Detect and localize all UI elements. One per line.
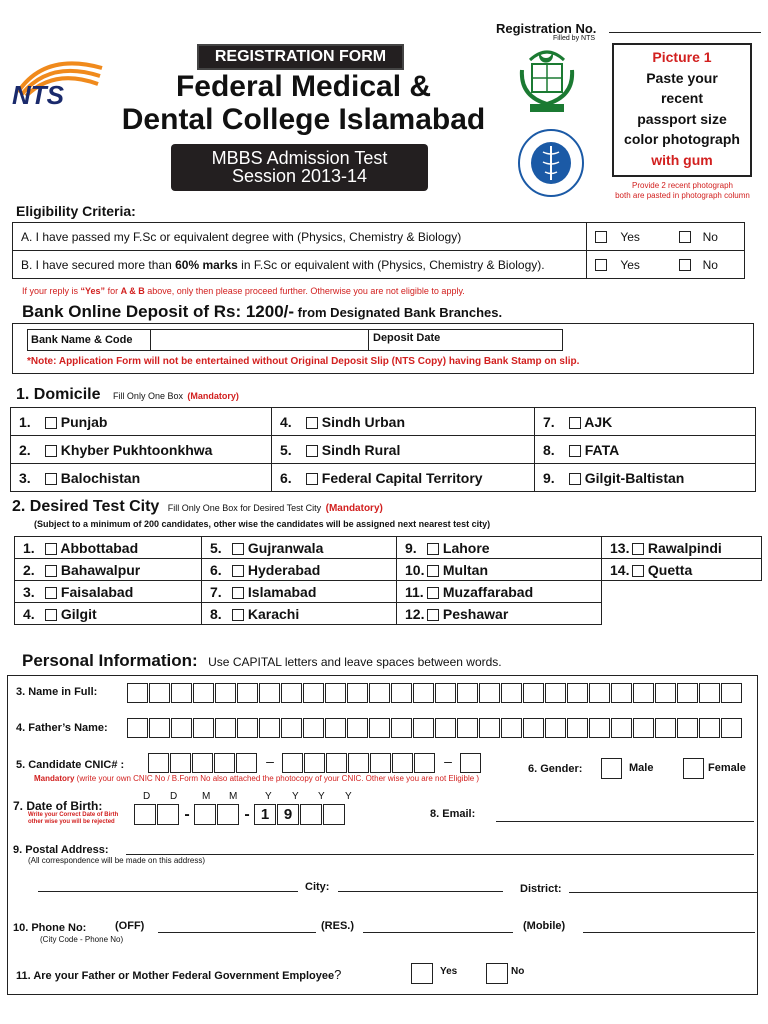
domicile-checkbox[interactable] [306, 445, 318, 457]
domicile-option[interactable] [272, 464, 535, 492]
option-label: Abbottabad [60, 539, 139, 556]
photo-instruction: Paste your [646, 69, 718, 86]
cnic-note-text: (write your own CNIC No / B.Form No also attached the photocopy of your CNIC. Other wise you are not Eligible ) [74, 774, 480, 783]
eligibility-table [12, 222, 745, 279]
option-label: Peshawar [442, 605, 509, 622]
city-option[interactable] [15, 581, 202, 603]
option-label: Hyderabad [247, 561, 321, 578]
city-checkbox[interactable] [232, 543, 244, 555]
eligibility-row-b-marks: 60% marks [175, 257, 238, 272]
city-table [14, 536, 602, 625]
option-label: Multan [442, 561, 488, 578]
govt-question-mark: ? [334, 967, 342, 982]
gender-female-checkbox[interactable] [683, 758, 704, 779]
deposit-date-field[interactable] [368, 329, 563, 351]
dob-letter: D [143, 791, 151, 802]
dash: – [444, 753, 452, 769]
option-number: 1. [23, 539, 35, 556]
govt-question-text: 11. Are your Father or Mother Federal Government Employee [16, 970, 335, 982]
city-checkbox[interactable] [232, 565, 244, 577]
nts-logo [10, 52, 105, 112]
test-banner-line1: MBBS Admission Test [211, 148, 388, 168]
note-text: above, only then please proceed further. Otherwise you are not eligible to apply. [144, 286, 465, 296]
option-label: Lahore [442, 539, 490, 556]
cnic-label: 5. Candidate CNIC# : [16, 759, 125, 771]
domicile-checkbox[interactable] [569, 417, 581, 429]
dob-letter: Y [292, 791, 299, 802]
option-number: 10. [405, 561, 425, 578]
option-label: Gilgit [60, 605, 97, 622]
domicile-option[interactable] [535, 464, 756, 492]
dob-note-line: other wise you will be rejected [28, 819, 115, 825]
city-option[interactable] [15, 603, 202, 625]
domicile-option[interactable] [535, 408, 756, 436]
dob-letter: M [229, 791, 238, 802]
college-seal-icon [517, 128, 585, 198]
phone-mobile-label: (Mobile) [523, 920, 566, 932]
bank-name-label: Bank Name & Code [31, 334, 133, 346]
domicile-checkbox[interactable] [306, 417, 318, 429]
city-checkbox[interactable] [427, 609, 439, 621]
city-option[interactable] [602, 559, 762, 581]
phone-note: (City Code - Phone No) [40, 935, 124, 944]
dob-letter: M [202, 791, 211, 802]
option-label: Sindh Rural [321, 441, 401, 458]
eligibility-note [22, 286, 465, 296]
city-checkbox[interactable] [45, 587, 57, 599]
eligibility-b-yes-checkbox[interactable] [595, 259, 607, 271]
option-number: 8. [543, 441, 555, 458]
photo-title: Picture 1 [652, 49, 712, 65]
address-line-1[interactable] [126, 842, 754, 855]
personal-title: Personal Information: [22, 651, 198, 670]
phone-res-field[interactable] [363, 919, 513, 933]
domicile-checkbox[interactable] [45, 445, 57, 457]
city-label: City: [305, 881, 330, 893]
phone-label: 10. Phone No: [13, 922, 87, 934]
eligibility-row-a-options [587, 223, 745, 251]
city-option[interactable] [397, 537, 602, 559]
eligibility-row-b-text: in F.Sc or equivalent with (Physics, Chemistry & Biology). [237, 257, 545, 272]
photo-box[interactable] [612, 43, 752, 177]
option-label: Sindh Urban [321, 413, 406, 430]
option-number: 8. [210, 605, 222, 622]
option-number: 2. [23, 561, 35, 578]
option-number: 4. [280, 413, 292, 430]
govt-question [16, 967, 341, 982]
phone-res-label: (RES.) [321, 920, 354, 932]
option-label: Balochistan [60, 469, 141, 486]
option-number: 6. [280, 469, 292, 486]
option-number: 4. [23, 605, 35, 622]
option-number: 3. [19, 469, 31, 486]
district-label: District: [520, 883, 562, 895]
cnic-input[interactable] [148, 753, 482, 773]
city-checkbox[interactable] [427, 565, 439, 577]
eligibility-row-b-text: B. I have secured more than [21, 257, 176, 272]
option-number: 13. [610, 539, 630, 556]
dob-letter: Y [265, 791, 272, 802]
eligibility-a-yes-checkbox[interactable] [595, 231, 607, 243]
dob-input[interactable] [134, 804, 346, 825]
dash: – [266, 753, 274, 769]
domicile-option[interactable] [535, 436, 756, 464]
dob-letter: D [170, 791, 178, 802]
option-label: Khyber Pukhtoonkhwa [60, 441, 213, 458]
city-checkbox[interactable] [427, 543, 439, 555]
photo-note [600, 181, 765, 201]
photo-instruction: recent [660, 90, 704, 106]
college-title-line1: Federal Medical & [175, 70, 432, 103]
photo-instruction: with gum [651, 151, 713, 168]
eligibility-row-a: A. I have passed my F.Sc or equivalent degree with (Physics, Chemistry & Biology) [13, 223, 587, 251]
govt-no-label: No [511, 966, 525, 977]
bank-title-sub: from Designated Bank Branches. [294, 305, 503, 320]
domicile-hint: Fill Only One Box [112, 391, 183, 401]
option-number: 7. [543, 413, 555, 430]
college-title [97, 70, 510, 136]
note-text: for [105, 286, 121, 296]
option-label: Gujranwala [247, 539, 324, 556]
personal-section [7, 675, 758, 995]
domicile-heading [16, 386, 239, 404]
option-label: Punjab [60, 413, 108, 430]
bank-name-field[interactable] [27, 329, 369, 351]
city-hint: Fill Only One Box for Desired Test City [167, 503, 322, 513]
dob-year-digit: 1 [254, 804, 276, 825]
domicile-checkbox[interactable] [45, 417, 57, 429]
city-checkbox[interactable] [232, 587, 244, 599]
dash: - [244, 805, 250, 823]
gender-male-checkbox[interactable] [601, 758, 622, 779]
option-label: AJK [584, 413, 613, 430]
option-label: Muzaffarabad [442, 583, 534, 600]
no-label: No [702, 229, 718, 244]
form-badge: REGISTRATION FORM [197, 44, 404, 70]
address-note: (All correspondence will be made on this address) [28, 856, 205, 865]
option-number: 7. [210, 583, 222, 600]
city-checkbox[interactable] [45, 543, 57, 555]
city-checkbox[interactable] [45, 609, 57, 621]
photo-note-line: Provide 2 recent photograph [632, 181, 733, 190]
city-checkbox[interactable] [427, 587, 439, 599]
dob-note [28, 812, 118, 826]
govt-no-checkbox[interactable] [486, 963, 508, 984]
filled-by-note: Filled by NTS [553, 35, 596, 42]
option-label: Quetta [647, 561, 693, 578]
eligibility-a-no-checkbox[interactable] [679, 231, 691, 243]
option-number: 1. [19, 413, 31, 430]
option-number: 9. [543, 469, 555, 486]
option-number: 5. [280, 441, 292, 458]
option-number: 14. [610, 561, 630, 578]
phone-off-label: (OFF) [115, 920, 145, 932]
option-label: Gilgit-Baltistan [584, 469, 685, 486]
eligibility-b-no-checkbox[interactable] [679, 259, 691, 271]
domicile-option[interactable] [272, 436, 535, 464]
note-ab: A & B [120, 286, 145, 296]
option-number: 9. [405, 539, 417, 556]
option-number: 6. [210, 561, 222, 578]
option-label: Federal Capital Territory [321, 469, 483, 486]
city-option[interactable] [15, 537, 202, 559]
city-heading [12, 498, 383, 516]
bank-title [22, 302, 502, 322]
govt-yes-label: Yes [440, 966, 458, 977]
dash: - [184, 805, 190, 823]
domicile-option[interactable] [11, 464, 272, 492]
govt-yes-checkbox[interactable] [411, 963, 433, 984]
photo-instruction: passport size [637, 110, 727, 127]
domicile-title: 1. Domicile [16, 386, 101, 403]
city-option[interactable] [397, 603, 602, 625]
city-option[interactable] [15, 559, 202, 581]
city-option[interactable] [202, 581, 397, 603]
city-option[interactable] [397, 581, 602, 603]
bank-section [12, 323, 754, 374]
city-option[interactable] [397, 559, 602, 581]
bank-title-main: Bank Online Deposit of Rs: 1200/- [22, 302, 295, 321]
address-label: 9. Postal Address: [13, 844, 109, 856]
name-input[interactable] [127, 683, 743, 703]
option-label: Islamabad [247, 583, 317, 600]
city-option[interactable] [202, 537, 397, 559]
option-number: 11. [405, 583, 424, 600]
address-line-2[interactable] [38, 879, 298, 892]
domicile-checkbox[interactable] [306, 473, 318, 485]
test-banner-line2: Session 2013-14 [231, 166, 368, 186]
gender-female-label: Female [708, 762, 746, 774]
domicile-option[interactable] [11, 436, 272, 464]
option-label: Faisalabad [60, 583, 134, 600]
domicile-checkbox[interactable] [569, 473, 581, 485]
option-label: Bahawalpur [60, 561, 141, 578]
option-number: 5. [210, 539, 222, 556]
email-label: 8. Email: [430, 808, 476, 820]
city-checkbox[interactable] [632, 543, 644, 555]
gender-male-label: Male [629, 762, 654, 774]
cnic-note [34, 774, 479, 783]
nts-logo-text: NTS [12, 80, 64, 110]
college-title-line2: Dental College Islamabad [121, 103, 486, 136]
phone-off-field[interactable] [158, 919, 316, 933]
option-number: 12. [405, 605, 425, 622]
bank-note: *Note: Application Form will not be entertained without Original Deposit Slip (NTS Copy) having Bank Stamp on slip. [27, 356, 580, 367]
option-number: 3. [23, 583, 35, 600]
note-yes: “Yes” [80, 286, 106, 296]
personal-hint: Use CAPITAL letters and leave spaces between words. [208, 655, 502, 669]
test-banner [171, 144, 428, 191]
domicile-table [10, 407, 756, 492]
dob-note-line: Write your Correct Date of Birth [28, 812, 119, 818]
option-label: FATA [584, 441, 620, 458]
cnic-mandatory: Mandatory [34, 774, 75, 783]
dob-label: 7. Date of Birth: [13, 799, 103, 813]
email-field[interactable] [496, 808, 754, 822]
dob-letter: Y [318, 791, 325, 802]
option-label: Karachi [247, 605, 300, 622]
district-field[interactable] [569, 879, 757, 893]
city-table-extra [601, 536, 762, 581]
city-mandatory: (Mandatory) [325, 503, 383, 514]
city-checkbox[interactable] [632, 565, 644, 577]
domicile-option[interactable] [11, 408, 272, 436]
state-emblem-icon [518, 46, 576, 118]
city-option[interactable] [202, 559, 397, 581]
city-option[interactable] [202, 603, 397, 625]
father-input[interactable] [127, 718, 743, 738]
yes-label: Yes [620, 229, 640, 244]
domicile-option[interactable] [272, 408, 535, 436]
option-number: 2. [19, 441, 31, 458]
domicile-checkbox[interactable] [45, 473, 57, 485]
eligibility-row-b [13, 251, 587, 279]
option-label: Rawalpindi [647, 539, 722, 556]
photo-instruction: color photograph [624, 131, 740, 147]
phone-mobile-field[interactable] [583, 919, 755, 933]
personal-heading [22, 651, 502, 671]
divider [150, 329, 151, 351]
registration-number-field[interactable] [609, 17, 761, 33]
domicile-mandatory: (Mandatory) [187, 391, 239, 401]
note-text: If your reply is [22, 286, 81, 296]
yes-label: Yes [620, 257, 640, 272]
city-subnote: (Subject to a minimum of 200 candidates, other wise the candidates will be assigned next nearest test city) [34, 519, 491, 529]
eligibility-title: Eligibility Criteria: [16, 203, 136, 219]
no-label: No [702, 257, 718, 272]
father-label: 4. Father’s Name: [16, 722, 108, 734]
dob-year-digit: 9 [277, 804, 299, 825]
city-option[interactable] [602, 537, 762, 559]
city-checkbox[interactable] [232, 609, 244, 621]
eligibility-row-b-options [587, 251, 745, 279]
city-title: 2. Desired Test City [12, 498, 160, 515]
deposit-date-label: Deposit Date [373, 332, 441, 344]
name-label: 3. Name in Full: [16, 686, 98, 698]
registration-label: Registration No. [496, 21, 597, 36]
photo-note-line: both are pasted in photograph column [615, 191, 750, 200]
gender-label: 6. Gender: [528, 763, 583, 775]
city-checkbox[interactable] [45, 565, 57, 577]
dob-letter: Y [345, 791, 352, 802]
domicile-checkbox[interactable] [569, 445, 581, 457]
city-field[interactable] [338, 879, 503, 892]
